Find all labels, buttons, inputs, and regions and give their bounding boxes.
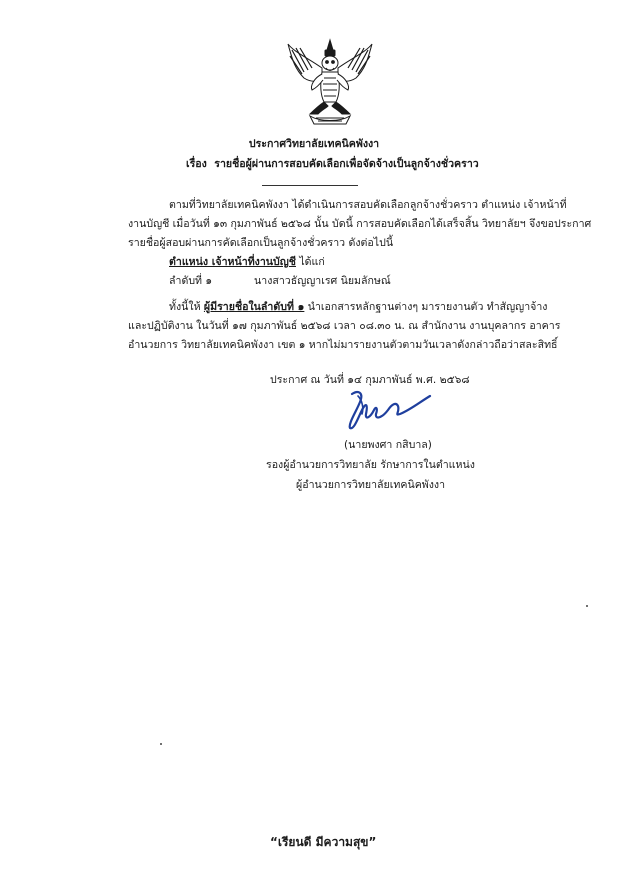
paragraph-2-prefix: ทั้งนี้ให้ bbox=[169, 301, 204, 313]
paragraph-2-line-1 bbox=[169, 302, 547, 313]
subject-text: รายชื่อผู้ผ่านการสอบคัดเลือกเพื่อจัดจ้างเป็นลูกจ้างชั่วคราว bbox=[214, 158, 479, 170]
subject-line bbox=[186, 159, 479, 170]
rank-label: ลำดับที่ ๑ bbox=[169, 275, 213, 287]
scan-speck bbox=[586, 605, 588, 607]
paragraph-2-line-2: และปฏิบัติงาน ในวันที่ ๑๗ กุมภาพันธ์ ๒๕๖๘ เวลา ๐๘.๓๐ น. ณ สำนักงาน งานบุคลากร อาคาร bbox=[128, 320, 561, 332]
paragraph-2-rest: นำเอกสารหลักฐานต่างๆ มารายงานตัว ทำสัญญาจ้าง bbox=[304, 301, 548, 313]
paragraph-1-line-2: งานบัญชี เมื่อวันที่ ๑๓ กุมภาพันธ์ ๒๕๖๘ นั้น บัดนี้ การสอบคัดเลือกได้เสร็จสิ้น วิทยาลัยฯ จึงขอประกาศ bbox=[128, 218, 592, 230]
scan-speck bbox=[160, 743, 162, 745]
paragraph-1-line-1: ตามที่วิทยาลัยเทคนิคพังงา ได้ดำเนินการสอบคัดเลือกลูกจ้างชั่วคราว ตำแหน่ง เจ้าหน้าที่ bbox=[169, 199, 567, 211]
title-divider bbox=[262, 185, 358, 186]
subject-label: เรื่อง bbox=[186, 158, 207, 170]
announcement-title: ประกาศวิทยาลัยเทคนิคพังงา bbox=[248, 138, 380, 150]
signer-title-2: ผู้อำนวยการวิทยาลัยเทคนิคพังงา bbox=[296, 479, 446, 491]
announce-date: ประกาศ ณ วันที่ ๑๔ กุมภาพันธ์ พ.ศ. ๒๕๖๘ bbox=[270, 374, 470, 386]
school-motto: “เรียนดี มีความสุข” bbox=[270, 835, 377, 849]
position-label: ตำแหน่ง เจ้าหน้าที่งานบัญชี bbox=[169, 256, 296, 268]
garuda-emblem-icon bbox=[284, 38, 376, 126]
position-line bbox=[169, 257, 325, 268]
signature-icon bbox=[340, 384, 432, 432]
rank-name: นางสาวธัญญาเรศ นิยมลักษณ์ bbox=[254, 275, 391, 287]
signer-title-1: รองผู้อำนวยการวิทยาลัย รักษาการในตำแหน่ง bbox=[266, 459, 475, 471]
paragraph-1-line-3: รายชื่อผู้สอบผ่านการคัดเลือกเป็นลูกจ้างชั่วคราว ดังต่อไปนี้ bbox=[128, 237, 394, 249]
paragraph-2-bold: ผู้มีรายชื่อในลำดับที่ ๑ bbox=[203, 301, 305, 313]
paragraph-2-line-3: อำนวยการ วิทยาลัยเทคนิคพังงา เขต ๑ หากไม่มารายงานตัวตามวันเวลาดังกล่าวถือว่าสละสิทธิ์ bbox=[128, 339, 558, 351]
signer-name: (นายพงศา กสิบาล) bbox=[344, 439, 432, 451]
position-suffix: ได้แก่ bbox=[295, 256, 325, 268]
